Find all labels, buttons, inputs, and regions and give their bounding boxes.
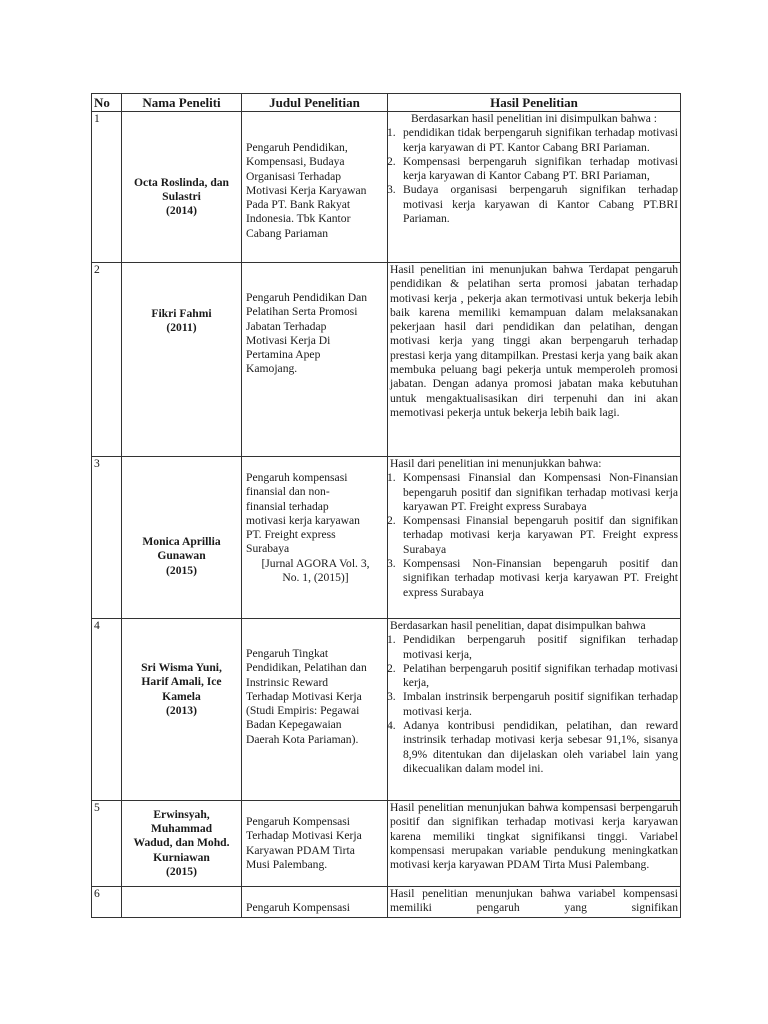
researcher-line: Kurniawan	[153, 850, 210, 864]
researcher-line: Erwinsyah,	[153, 807, 210, 821]
result-item: 3. Imbalan instrinsik berpengaruh positif signifikan terhadap motivasi kerja.	[387, 690, 678, 718]
title-line: Cabang Pariaman	[246, 226, 329, 240]
result-paragraph: Hasil penelitian ini menunjukan bahwa Terdapat pengaruh pendidikan & pelatihan serta promosi jabatan terhadap motivasi kerja , pekerja akan termotivasi untuk bekerja lebih baik karena memiliki kemampuan dalam melaksanakan pekerjaan hasil dari pendidikan dan pelatihan, dengan motivasi kerja yang tinggi akan berpengaruh terhadap prestasi kerja yang ditampilkan. Prestasi kerja yang baik akan membuka peluang bagi pekerja untuk memperoleh promosi jabatan. Dengan adanya promosi jabatan maka kebutuhan untuk mengaktualisasikan diri terpenuhi dan ini akan memotivasi pekerja untuk bekerja lebih baik lagi.	[390, 263, 678, 419]
cell-title	[242, 887, 388, 918]
result-intro: Berdasarkan hasil penelitian ini disimpulkan bahwa :	[411, 112, 657, 125]
result-paragraph: Hasil penelitian menunjukan bahwa kompensasi berpengaruh positif dan signifikan terhadap motivasi kerja karyawan karena memiliki tingkat signifikansi tinggi. Variabel kompensasi merupakan variable pendukung meningkatkan motivasi kerja karyawan PDAM Tirta Musi Palembang.	[390, 801, 678, 872]
cell-no	[92, 457, 122, 619]
title-line: Pertamina Apep	[246, 348, 321, 362]
header-result: Hasil Penelitian	[388, 94, 681, 112]
researcher-year: (2011)	[166, 321, 197, 335]
title-line: Terhadap Motivasi Kerja	[246, 829, 362, 843]
cell-no	[92, 887, 122, 918]
cell-researcher	[122, 457, 242, 619]
cell-no	[92, 263, 122, 457]
title-line: Pengaruh Tingkat	[246, 647, 329, 660]
row-number: 3	[94, 457, 100, 470]
title-line: Pengaruh kompensasi	[246, 471, 348, 484]
title-line: Indonesia. Tbk Kantor	[246, 212, 351, 226]
header-title: Judul Penelitian	[242, 94, 388, 112]
cell-result	[388, 887, 681, 918]
cell-title	[242, 112, 388, 263]
result-list	[387, 633, 678, 776]
researcher-line: Muhammad	[150, 822, 213, 836]
cell-title	[242, 263, 388, 457]
title-line: (Studi Empiris: Pegawai	[246, 704, 360, 718]
title-line: Pengaruh Kompensasi	[246, 814, 351, 828]
result-item: 1. pendidikan tidak berpengaruh signifikan terhadap motivasi kerja karyawan di PT. Kantor Cabang BRI Pariaman.	[387, 126, 678, 154]
cell-researcher	[122, 887, 242, 918]
cell-result	[388, 619, 681, 801]
result-item: 4. Adanya kontribusi pendidikan, pelatihan, dan reward instrinsik terhadap motivasi kerja sebesar 91,1%, sisanya 8,9% ditentukan dan dijelaskan oleh variabel lain yang dikecualikan dalam model ini.	[387, 719, 678, 775]
researcher-line: Harif Amali, Ice	[141, 675, 222, 689]
result-list	[387, 471, 678, 600]
researcher-line: Kamela	[162, 689, 201, 703]
title-line: Karyawan PDAM Tirta	[246, 843, 355, 857]
title-line: Pelatihan Serta Promosi	[246, 305, 358, 319]
result-item: 2. Kompensasi berpengaruh signifikan terhadap motivasi kerja karyawan di Kantor Cabang PT. BRI Pariaman,	[387, 154, 678, 183]
result-paragraph: Hasil penelitian menunjukan bahwa variabel kompensasi memiliki pengaruh yang signifikan	[390, 887, 678, 915]
research-table	[91, 93, 681, 918]
result-intro: Berdasarkan hasil penelitian, dapat disimpulkan bahwa	[390, 619, 646, 632]
title-line: Pengaruh Pendidikan,	[246, 140, 348, 154]
title-line: Terhadap Motivasi Kerja	[246, 689, 362, 703]
cell-no	[92, 801, 122, 887]
researcher-year: (2014)	[166, 204, 197, 218]
researcher-line: Fikri Fahmi	[151, 307, 212, 320]
table-row	[92, 263, 681, 457]
row-number: 1	[94, 112, 100, 125]
table-header-row	[92, 94, 681, 112]
result-item: 3. Budaya organisasi berpengaruh signifikan terhadap motivasi kerja karyawan di Kantor Cabang PT.BRI Pariaman.	[387, 183, 678, 226]
cell-result	[388, 112, 681, 263]
cell-title	[242, 457, 388, 619]
row-number: 5	[94, 801, 100, 814]
header-name: Nama Peneliti	[122, 94, 242, 112]
title-line: finansial terhadap	[246, 499, 329, 513]
title-line: Kamojang.	[246, 362, 298, 376]
researcher-line: Wadud, dan Mohd.	[133, 836, 230, 850]
result-list	[387, 126, 678, 226]
cell-title	[242, 801, 388, 887]
title-line: motivasi kerja karyawan	[246, 513, 360, 527]
cell-researcher	[122, 801, 242, 887]
result-item: 2. Pelatihan berpengaruh positif signifikan terhadap motivasi kerja,	[387, 661, 678, 690]
researcher-line: Sri Wisma Yuni,	[141, 661, 222, 674]
researcher-line: Octa Roslinda, dan	[133, 175, 230, 189]
researcher-year: (2013)	[166, 703, 197, 717]
researcher-line: Gunawan	[157, 549, 206, 563]
title-line: Kompensasi, Budaya	[246, 155, 345, 169]
title-line: Badan Kepegawaian	[246, 718, 342, 732]
title-line: Organisasi Terhadap	[246, 169, 342, 183]
title-line: Motivasi Kerja Karyawan	[246, 183, 367, 197]
row-number: 6	[94, 887, 100, 900]
cell-researcher	[122, 263, 242, 457]
title-reference: [Jurnal AGORA Vol. 3,	[261, 556, 370, 570]
title-line: Daerah Kota Pariaman).	[246, 732, 359, 746]
title-line: Surabaya	[246, 542, 290, 556]
title-line: Motivasi Kerja Di	[246, 333, 331, 347]
cell-researcher	[122, 619, 242, 801]
result-item: 1. Pendidikan berpengaruh positif signifikan terhadap motivasi kerja,	[387, 633, 678, 661]
cell-no	[92, 619, 122, 801]
title-line: Jabatan Terhadap	[246, 319, 327, 333]
cell-result	[388, 263, 681, 457]
result-intro: Hasil dari penelitian ini menunjukkan bahwa:	[390, 457, 602, 470]
title-line: finansial dan non-	[246, 485, 330, 499]
table-row	[92, 619, 681, 801]
cell-title	[242, 619, 388, 801]
title-line: Pada PT. Bank Rakyat	[246, 198, 351, 212]
title-line: Pendidikan, Pelatihan dan	[246, 661, 367, 675]
cell-result	[388, 457, 681, 619]
title-line: Musi Palembang.	[246, 857, 328, 871]
title-line: Pengaruh Kompensasi	[246, 901, 351, 914]
header-no: No	[92, 94, 122, 112]
table-row	[92, 801, 681, 887]
researcher-line: Monica Aprillia	[142, 535, 221, 548]
cell-researcher	[122, 112, 242, 263]
row-number: 2	[94, 263, 100, 276]
title-reference: No. 1, (2015)]	[282, 571, 349, 585]
table-row	[92, 457, 681, 619]
table-row	[92, 887, 681, 918]
result-item: 2. Kompensasi Finansial bepengaruh positif dan signifikan terhadap motivasi kerja karyawan PT. Freight express Surabaya	[387, 514, 678, 556]
cell-no	[92, 112, 122, 263]
title-line: Pengaruh Pendidikan Dan	[246, 291, 368, 304]
researcher-year: (2015)	[166, 864, 197, 878]
researcher-line: Sulastri	[162, 189, 201, 203]
table-row	[92, 112, 681, 263]
title-line: PT. Freight express	[246, 528, 336, 542]
result-item: 3. Kompensasi Non-Finansian bepengaruh positif dan signifikan terhadap motivasi kerja karyawan PT. Freight express Surabaya	[387, 557, 678, 599]
title-line: Instrinsic Reward	[246, 675, 329, 689]
cell-result	[388, 801, 681, 887]
researcher-year: (2015)	[166, 563, 197, 577]
row-number: 4	[94, 619, 100, 632]
result-item: 1. Kompensasi Finansial dan Kompensasi Non-Finansian bepengaruh positif dan signifikan terhadap motivasi kerja karyawan PT. Freight express Surabaya	[387, 471, 678, 513]
